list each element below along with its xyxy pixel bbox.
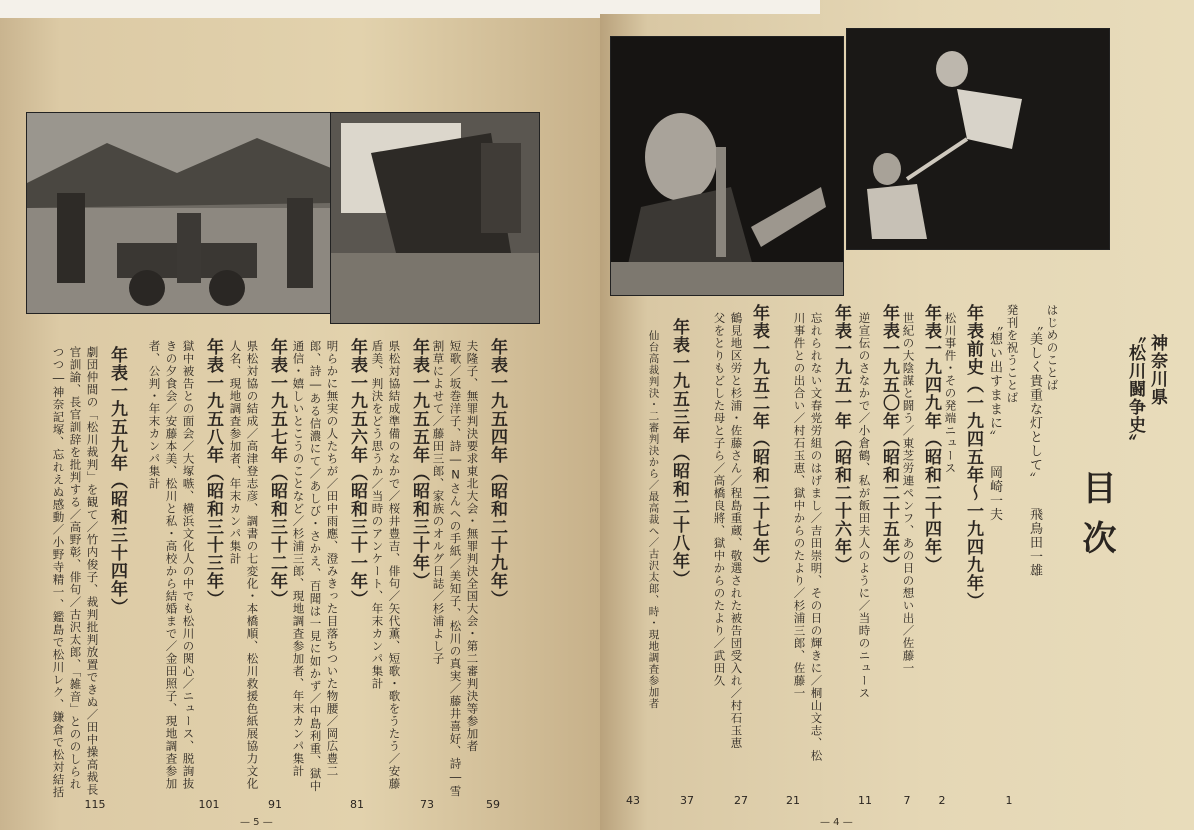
toc-entry: 県松対協結成準備のなかで／桜井豊吉、俳句／矢代薫、短歌・歌をうたう／安藤 — [387, 340, 402, 790]
toc-entry: 父をとりもどした母と子ら／高橋良將、獄中からのたより／武田久 — [712, 312, 727, 687]
toc-heading: 年表一九五一年（昭和二十六年） — [831, 304, 851, 574]
toc-entry: つつ―神奈記塚、忘れえぬ感動／小野寺精一、鑑島で松川レク、鎌倉で松対結括 — [51, 346, 66, 799]
page-number: 115 — [84, 798, 106, 811]
page-number: 43 — [626, 794, 640, 807]
toc-entry: 短歌／坂巻洋子、詩―Nさんへの手紙／美知子、松川の真実／藤井喜好、詩―雪 — [448, 340, 463, 798]
toc-heading: 年表一九五四年（昭和二十九年） — [487, 338, 507, 608]
toc-entry: 〝美しく貴重な灯として〟 飛鳥田一雄 — [1027, 318, 1042, 578]
page-number: 11 — [858, 794, 872, 807]
page-number: 81 — [350, 798, 364, 811]
toc-entry: 世紀の大陰謀と闘う／東芝労連ペンフ、あの日の想い出／佐藤一 — [901, 312, 916, 675]
toc-entry: 者、公判・年末カンパ集計 — [147, 340, 162, 490]
toc-heading: 年表一九五六年（昭和三十一年） — [347, 338, 367, 608]
page-number: 1 — [1005, 794, 1013, 807]
toc-entry: 獄中被告との面会／大塚嗾、横浜文化人の中でも松川の関心／ニュース、脱詢抜 — [181, 340, 196, 790]
book-subtitle: 神奈川県 — [1147, 334, 1167, 406]
toc-entry: 仙台高裁判決・二審判決から／最高裁へ／古沢太郎、時・現地調査参加者 — [647, 330, 660, 710]
toc-entry: 劇団仲間の「松川裁判」を観て／竹内俊子、裁判批判放置できぬ／田中操高裁長 — [85, 346, 100, 796]
page-number: 91 — [268, 798, 282, 811]
page-number: 73 — [420, 798, 434, 811]
page-number: 27 — [734, 794, 748, 807]
toc-entry: 割草によせて／藤田三郎、家族のオルグ日誌／杉浦よし子 — [431, 340, 446, 665]
right-page — [600, 0, 1194, 830]
toc-heading: 年表前史（一九四五年〜一九四九年） — [963, 304, 983, 610]
toc-entry: 〝想い出すままに〟 岡崎一夫 — [987, 318, 1002, 522]
toc-heading: 年表一九五九年（昭和三十四年） — [107, 346, 127, 616]
toc-entry: 夫隆子、無罪判決要求東北大会・無罪判決全国大会・第二審判決等参加者 — [465, 340, 480, 753]
photo-crowd-action — [330, 112, 540, 324]
toc-entry: きの夕食会／安藤本美、松川と私・高校から結婚まで／金田照子、現地調査参加 — [164, 340, 179, 790]
photo-speaker — [610, 36, 844, 296]
toc-heading: 年表一九五五年（昭和三十年） — [409, 338, 429, 590]
toc-entry: はじめのことば — [1045, 304, 1060, 392]
toc-entry: 松川事件・その発端ニュース — [943, 312, 958, 475]
toc-entry: 逆宣伝のさなかで／小倉鶴、私が飯田夫人のように／当時のニュース — [857, 312, 872, 700]
page-number: 101 — [198, 798, 220, 811]
toc-heading: 年表一九五八年（昭和三十三年） — [203, 338, 223, 608]
toc-entry: 盾美、判決をどう思うか／当時のアンケート、年末カンパ集計 — [370, 340, 385, 690]
page-folio: — 4 — — [820, 817, 853, 828]
toc-heading: 年表一九五〇年（昭和二十五年） — [879, 304, 899, 574]
page-number: 2 — [938, 794, 946, 807]
toc-heading: 年表一九五七年（昭和三十二年） — [267, 338, 287, 608]
toc-title: 目次 — [1076, 470, 1116, 570]
toc-heading: 年表一九五三年（昭和二十八年） — [669, 318, 689, 588]
toc-entry: 官訓諭、長官訓辞を批判する／高野彰、俳句／古沢太郎、「雑音」とののしられ — [68, 346, 83, 791]
toc-entry: 発刊を祝うことば — [1005, 304, 1020, 404]
photo-cart-workers — [26, 112, 332, 314]
page-number: 21 — [786, 794, 800, 807]
page-number: 59 — [486, 798, 500, 811]
toc-heading: 年表一九五二年（昭和二十七年） — [749, 304, 769, 574]
toc-entry: 通信・嬉しいとこうのことなど／杉浦三郎、現地調査参加者、年末カンパ集計 — [291, 340, 306, 778]
toc-entry: 川事件との出合い／村石玉恵、獄中からのたより／杉浦三郎、佐藤一 — [792, 312, 807, 700]
toc-heading: 年表一九四九年（昭和二十四年） — [921, 304, 941, 574]
page-number: 37 — [680, 794, 694, 807]
page-folio: — 5 — — [240, 817, 273, 828]
toc-entry: 県松対協の結成／高津登志彦、調書の七変化・本橋順、松川救援色紙展協力文化 — [245, 340, 260, 790]
toc-entry: 明らかに無実の人たちが／田中雨應、澄みきった目落ちついた物腰／岡広豊二 — [325, 340, 340, 778]
book-subtitle-2: 〝松川闘争史〟 — [1125, 326, 1145, 452]
toc-entry: 鶴見地区労と杉浦・佐藤さん／程島重蔵、敬選された被告団受入れ／村石玉恵 — [729, 312, 744, 750]
toc-entry: 忘れられない文春党労組のはげまし／吉田崇明、その日の輝きに／桐山文志、松 — [809, 312, 824, 762]
page-number: 7 — [903, 794, 911, 807]
toc-entry: 郎、詩―ある信濃にて／あしび・さかえ、百聞は一見に如かず／中島利重、獄中 — [308, 340, 323, 793]
toc-entry: 人名、現地調査参加者、年末カンパ集計 — [228, 340, 243, 565]
photo-performers — [846, 28, 1110, 250]
